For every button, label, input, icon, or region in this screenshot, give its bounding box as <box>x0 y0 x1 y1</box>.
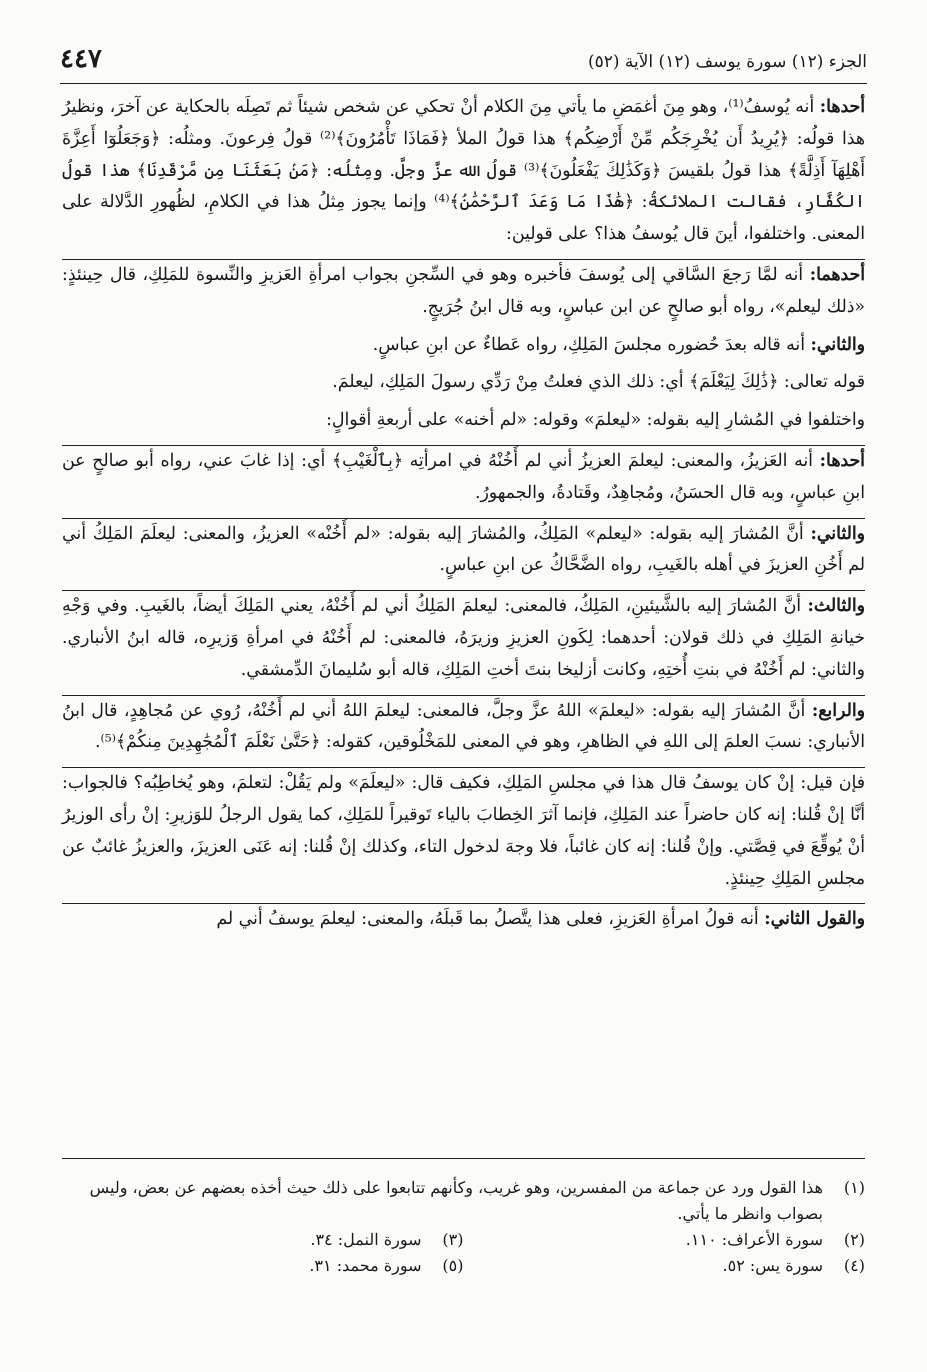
paragraph <box>62 768 865 895</box>
main-text <box>62 92 865 936</box>
footnote-3 <box>62 1227 464 1253</box>
footnote-text: هذا القول ورد عن جماعة من المفسرين، وهو غريب، وكأنهم تتابعوا على ذلك حيث أخذه بعضهم عن بعض، وليس بصواب وانظر ما يأتي. <box>89 1178 823 1223</box>
paragraph <box>62 92 865 251</box>
paragraph <box>62 519 865 583</box>
paragraph-text: أنه لمَّا رَجعَ السَّاقي إلى يُوسفَ فأخبره وهو في السِّجنِ بجواب امرأةِ العَزيزِ والنِّسوة للمَلِكِ، قال حِينئذٍ: «ذلك ليعلم»، رواه أبو صالحٍ عن ابن عباسٍ، وبه قال ابنُ جُرَيجٍ. <box>62 264 865 317</box>
paragraph <box>62 260 865 324</box>
paragraph-lead: أحدها: <box>819 450 865 471</box>
footnote-number: (٢) <box>843 1230 865 1249</box>
paragraph-text: أنه قاله بعدَ حُضوره مجلسَ المَلِكِ، رواه عَطاءٌ عن ابنِ عباسٍ. <box>372 334 811 355</box>
footnote-number: (٤) <box>843 1256 865 1275</box>
paragraph <box>62 330 865 362</box>
footnote-number: (١) <box>843 1178 865 1197</box>
footnote-row <box>62 1227 865 1253</box>
paragraph-text: أنه العَزيزُ، والمعنى: ليعلمَ العزيزُ أني لم أَخُنْهُ في امرأتِه ﴿بِٱلْغَيْبِ﴾ أي: إذا غابَ عني، رواه أبو صالحٍ عن ابنِ عباسٍ، وبه قال الحسَنُ، ومُجاهِدٌ، وقَتادةُ، والجمهورُ. <box>62 450 865 503</box>
page-header <box>60 44 867 84</box>
footnote-text: سورة الأعراف: ١١٠. <box>685 1230 823 1249</box>
paragraph-text: قوله تعالى: ﴿ذَٰلِكَ لِيَعْلَمَ﴾ أي: ذلك الذي فعلتُ مِنْ رَدِّي رسولَ المَلِكِ، ليعلمَ. <box>332 372 865 393</box>
paragraph-text: أنَّ المُشارَ إليه بقوله: «ليعلمَ» اللهُ عزَّ وجلَّ، فالمعنى: ليعلمَ اللهُ أني لم أَخُنْهُ، رُوي عن مُجاهِدٍ، قال ابنُ الأنباري: نسبَ العلمَ إلى اللهِ في الظاهرِ، وهو في المعنى للمَخْلُوقين، كقوله: ﴿حَتَّىٰ نَعْلَمَ ٱلْمُجَٰهِدِينَ مِنكُمْ﴾⁽⁵⁾. <box>62 700 865 753</box>
paragraph-lead: والثاني: <box>810 523 865 544</box>
paragraph-lead: والثاني: <box>810 334 865 355</box>
footnote-number: (٣) <box>442 1230 464 1249</box>
footnotes <box>62 1158 865 1279</box>
footnote-number: (٥) <box>442 1256 464 1275</box>
paragraph <box>62 904 865 936</box>
paragraph-text: أنَّ المُشارَ إليه بالشَّيئينِ، المَلِكُ، فالمعنى: ليعلمَ المَلِكُ أني لم أَخُنْهُ، يعني المَلِكَ أيضاً، بالغَيبِ. وفي وَجْهِ خيانةِ المَلِكِ في ذلك قولان: أحدهما: لِكَونِ العزيزِ وزيرَهُ، فالمعنى: لم أَخُنْهُ في امرأةِ وَزيرِه، قاله ابنُ الأنباري. والثاني: لم أَخُنْهُ في بنتِ أُختِهِ، وكانت أزليخا بنتَ أختِ المَلِكِ، قاله أبو سُليمانَ الدِّمشقي. <box>62 596 865 680</box>
paragraph <box>62 446 865 510</box>
paragraph-text: أنه يُوسفُ⁽¹⁾، وهو مِنَ أغمَضِ ما يأتي مِنَ الكلام أنْ تحكي عن شخص شيئاً ثم تَصِلَه بالحكاية عن آخرَ، ونظيرُ هذا قولُه: ﴿يُرِيدُ أَن يُخْرِجَكُم مِّنْ أَرْضِكُم﴾ هذا قولُ الملأ ﴿فَمَاذَا تَأْمُرُونَ﴾⁽²⁾ قولُ فِرعونَ. ومثلُه: ﴿وَجَعَلُوٓا أَعِزَّةَ أَهْلِهَآ أَذِلَّةً﴾ هذا قولُ بلقيسَ ﴿وَكَذَٰلِكَ يَفْعَلُونَ﴾⁽³⁾ قولُ الله عزَّ وجلَّ. ومِثلُه: ﴿مَنۢ بَعَثَنَا مِن مَّرْقَدِنَا﴾ هذا قولُ الكُفَّارِ، فقالت الملائكةُ: ﴿هَٰذَا مَا وَعَدَ ٱلرَّحْمَٰنُ﴾⁽⁴⁾ وإنما يجوز مِثلُ هذا في الكلامِ، لظُهورِ الدَّلالة على المعنى. واختلفوا، أينَ قال يُوسفُ هذا؟ على قولين: <box>62 97 865 245</box>
paragraph-lead: والقول الثاني: <box>764 909 865 930</box>
footnote-2 <box>464 1227 866 1253</box>
footnote-text: سورة النمل: ٣٤. <box>310 1230 422 1249</box>
footnote-row <box>62 1253 865 1279</box>
page-number: ٤٤٧ <box>60 44 102 74</box>
paragraph <box>62 696 865 760</box>
running-title: الجزء (١٢) سورة يوسف (١٢) الآية (٥٢) <box>587 52 867 72</box>
paragraph <box>62 591 865 686</box>
footnote-text: سورة محمد: ٣١. <box>309 1256 422 1275</box>
footnote-4 <box>464 1253 866 1279</box>
footnote-text: سورة يس: ٥٢. <box>722 1256 823 1275</box>
paragraph-lead: أحدها: <box>819 97 866 117</box>
paragraph-text: أنه قولُ امرأةِ العَزيزِ، فعلى هذا يتَّصلُ بما قَبلَهُ، والمعنى: ليعلمَ يوسفُ أني لم <box>216 909 765 930</box>
footnote-1 <box>62 1175 865 1227</box>
paragraph-text: واختلفوا في المُشارِ إليه بقوله: «ليعلمَ» وقوله: «لم أخنه» على أربعةِ أقوالٍ: <box>326 410 865 431</box>
paragraph-lead: والرابع: <box>811 700 865 721</box>
paragraph-text: فإن قيل: إنْ كان يوسفُ قال هذا في مجلسِ المَلِكِ، فكيف قال: «ليعلَمَ» ولم يَقُلْ: لتعلمَ، وهو يُخاطِبُه؟ فالجواب: أنَّا إنْ قُلنا: إنه كان حاضراً عند المَلِكِ، فإنما آثرَ الخِطابَ بالياء تَوقيراً للمَلِكِ، كما يقول الرجلُ للوَزيرِ: إنْ رأى الوزيرُ أنْ يُوقِّعَ في قِصَّتي. وإنْ قُلنا: إنه كان غائباً، فلا وجهَ لدخول التاء، وكذلك إنْ قُلنا: إنه عَنَى العزيزَ، والعزيزُ غائبٌ عن مجلسِ المَلِكِ حِينئذٍ. <box>62 773 865 889</box>
header-rule <box>60 83 867 84</box>
paragraph <box>62 405 865 437</box>
paragraph-lead: والثالث: <box>807 596 865 617</box>
paragraph-lead: أحدهما: <box>809 264 865 285</box>
paragraph-text: أنَّ المُشارَ إليه بقوله: «ليعلم» المَلِكُ، والمُشارَ إليه بقوله: «لم أَخُنْه» العزيزُ، والمعنى: ليعلَمَ المَلِكُ أني لم أَخُنِ العزيزَ في أهله بالغَيبِ، رواه الضَّحَّاكُ عن ابنِ عباسٍ. <box>62 523 865 576</box>
footnote-5 <box>62 1253 464 1279</box>
paragraph <box>62 367 865 399</box>
